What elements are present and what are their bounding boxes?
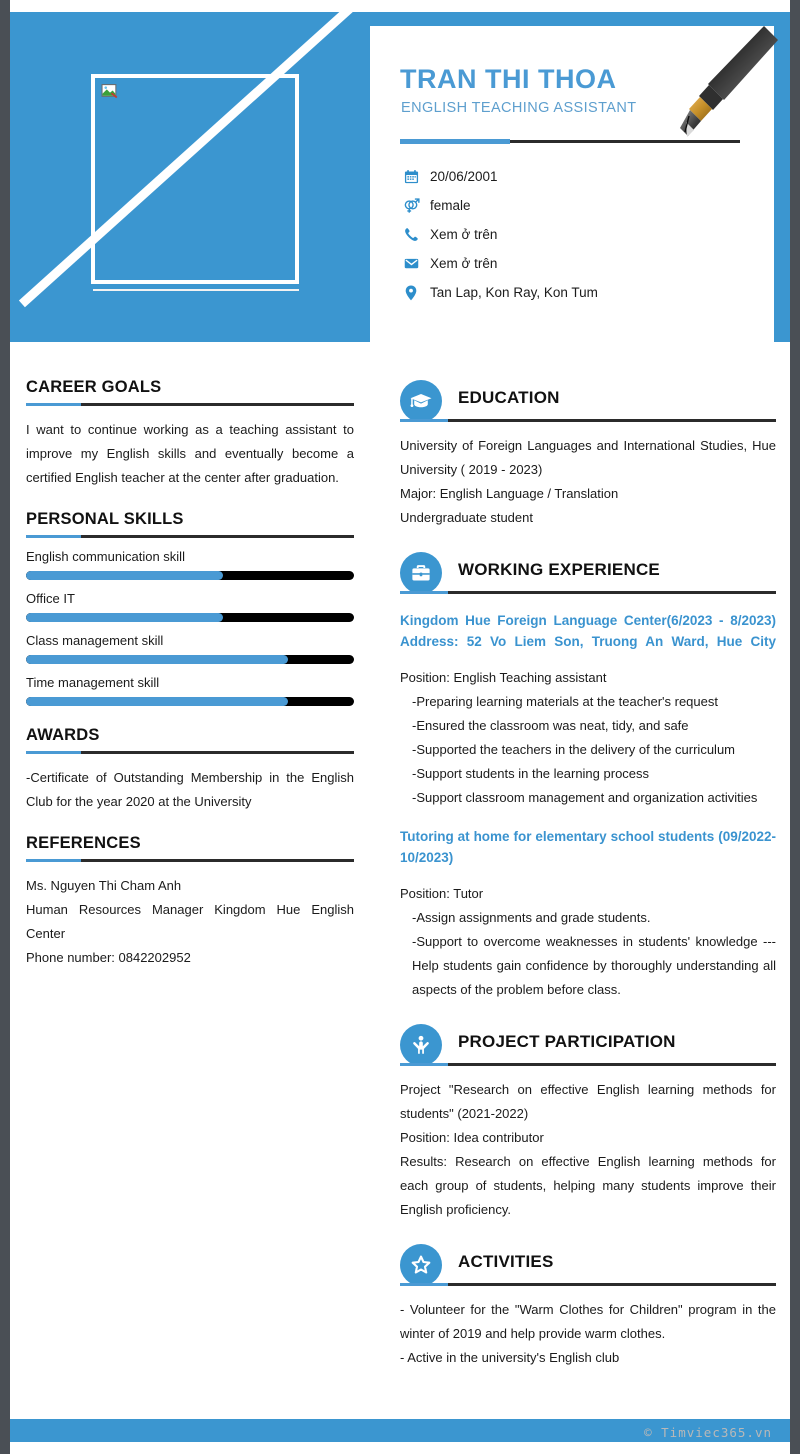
- skill-item: [26, 549, 354, 580]
- contact-item-birthdate: [398, 162, 598, 191]
- education-line: Major: English Language / Translation: [400, 486, 619, 501]
- section-title: REFERENCES: [26, 834, 141, 852]
- education-line: Undergraduate student: [400, 510, 533, 525]
- skill-bar-fill: [26, 655, 288, 664]
- section-title: EDUCATION: [458, 388, 560, 407]
- section-references: [26, 834, 354, 862]
- section-title: CAREER GOALS: [26, 378, 162, 396]
- contact-item-address: [398, 278, 598, 307]
- photo-frame[interactable]: [91, 74, 299, 284]
- section-header: [400, 380, 776, 422]
- project-line: Project "Research on effective English learning methods for students" (2021-2022): [400, 1082, 776, 1121]
- job-bullet: -Assign assignments and grade students.: [412, 910, 651, 925]
- section-underline: [26, 751, 354, 754]
- section-underline: [26, 403, 354, 406]
- job-bullet: -Support classroom management and organization activities: [412, 790, 758, 805]
- section-underline: [26, 859, 354, 862]
- fountain-pen-icon: [660, 24, 780, 159]
- activity-line: - Volunteer for the "Warm Clothes for Children" program in the winter of 2019 and help provide warm clothes.: [400, 1302, 776, 1341]
- location-icon: [398, 285, 424, 301]
- job-bullet: -Supported the teachers in the delivery of the curriculum: [412, 742, 736, 757]
- contact-item-phone: [398, 220, 598, 249]
- section-title: AWARDS: [26, 726, 100, 744]
- activities-body: [400, 1298, 776, 1370]
- education-line: University of Foreign Languages and International Studies, Hue University ( 2019 - 2023): [400, 438, 776, 477]
- job-position: Position: Tutor: [400, 886, 484, 901]
- project-line: Results: Research on effective English learning methods for each group of students, helping many students improve their English proficiency.: [400, 1154, 776, 1217]
- left-column: [10, 358, 370, 970]
- section-awards: [26, 726, 354, 754]
- section-title: ACTIVITIES: [458, 1252, 554, 1271]
- section-underline: [26, 535, 354, 538]
- skill-bar: [26, 655, 354, 664]
- contact-value: Xem ở trên: [430, 256, 498, 271]
- contact-value: 20/06/2001: [430, 169, 498, 184]
- phone-icon: [398, 227, 424, 242]
- resume-header: [10, 12, 790, 342]
- skill-bar: [26, 613, 354, 622]
- contact-value: Tan Lap, Kon Ray, Kon Tum: [430, 285, 598, 300]
- job-bullet: -Ensured the classroom was neat, tidy, and safe: [412, 718, 689, 733]
- footer-watermark: © Timviec365.vn: [644, 1425, 772, 1440]
- job-heading: Kingdom Hue Foreign Language Center(6/2023 - 8/2023) Address: 52 Vo Liem Son, Truong An Ward, Hue City: [400, 613, 776, 649]
- contact-list: [398, 162, 598, 307]
- right-column: [386, 358, 790, 1370]
- job-bullet: -Support students in the learning process: [412, 766, 650, 781]
- person-icon: [400, 1024, 442, 1066]
- job-role-subtitle: ENGLISH TEACHING ASSISTANT: [401, 100, 637, 116]
- project-line: Position: Idea contributor: [400, 1130, 544, 1145]
- skill-bar-fill: [26, 697, 288, 706]
- skill-item: [26, 675, 354, 706]
- section-activities: [400, 1244, 776, 1370]
- skill-list: [26, 549, 354, 706]
- career-goals-text: I want to continue working as a teaching assistant to improve my English skills and eventually become a certified English teacher at the center after graduation.: [26, 422, 354, 485]
- reference-line: Phone number: 0842202952: [26, 950, 191, 965]
- section-underline: [400, 1283, 776, 1286]
- frame-shadow-line: [93, 289, 299, 291]
- calendar-icon: [398, 169, 424, 184]
- section-underline: [400, 419, 776, 422]
- section-personal-skills: [26, 510, 354, 538]
- skill-bar: [26, 697, 354, 706]
- section-education: [400, 380, 776, 530]
- contact-item-email: [398, 249, 598, 278]
- experience-item: [400, 826, 776, 1002]
- section-career-goals: [26, 378, 354, 406]
- header-divider-accent: [400, 139, 510, 144]
- reference-line: Human Resources Manager Kingdom Hue English Center: [26, 902, 354, 941]
- email-icon: [398, 256, 424, 271]
- broken-image-icon: [101, 83, 119, 100]
- skill-bar-fill: [26, 613, 223, 622]
- contact-value: Xem ở trên: [430, 227, 498, 242]
- education-body: [400, 434, 776, 530]
- reference-block: [26, 874, 354, 970]
- job-bullet: -Preparing learning materials at the teacher's request: [412, 694, 718, 709]
- gender-icon: [398, 197, 424, 214]
- contact-value: female: [430, 198, 471, 213]
- job-heading: Tutoring at home for elementary school students (09/2022-10/2023): [400, 829, 776, 865]
- reference-line: Ms. Nguyen Thi Cham Anh: [26, 878, 182, 893]
- page-title: TRAN THI THOA: [400, 64, 617, 94]
- section-working-experience: [400, 552, 776, 1002]
- skill-bar: [26, 571, 354, 580]
- skill-label: Class management skill: [26, 633, 164, 648]
- section-header: [400, 1024, 776, 1066]
- section-header: [400, 552, 776, 594]
- graduation-cap-icon: [400, 380, 442, 422]
- briefcase-icon: [400, 552, 442, 594]
- experience-item: [400, 610, 776, 810]
- section-underline: [400, 591, 776, 594]
- project-body: [400, 1078, 776, 1222]
- resume-sheet: [10, 6, 790, 1448]
- section-header: [400, 1244, 776, 1286]
- section-underline: [400, 1063, 776, 1066]
- section-title: PROJECT PARTICIPATION: [458, 1032, 676, 1051]
- skill-label: English communication skill: [26, 549, 185, 564]
- job-position: Position: English Teaching assistant: [400, 670, 607, 685]
- skill-label: Office IT: [26, 591, 75, 606]
- skill-label: Time management skill: [26, 675, 160, 690]
- awards-text: -Certificate of Outstanding Membership in the English Club for the year 2020 at the University: [26, 770, 354, 809]
- contact-item-gender: [398, 191, 598, 220]
- activity-line: - Active in the university's English club: [400, 1350, 620, 1365]
- section-title: PERSONAL SKILLS: [26, 510, 184, 528]
- skill-item: [26, 591, 354, 622]
- job-bullet: -Support to overcome weaknesses in students' knowledge --- Help students gain confidence by thoroughly understanding all aspects of the problem before class.: [412, 934, 776, 997]
- skill-bar-fill: [26, 571, 223, 580]
- header-info-panel: [370, 26, 774, 342]
- star-icon: [400, 1244, 442, 1286]
- section-title: WORKING EXPERIENCE: [458, 560, 660, 579]
- section-project-participation: [400, 1024, 776, 1222]
- skill-item: [26, 633, 354, 664]
